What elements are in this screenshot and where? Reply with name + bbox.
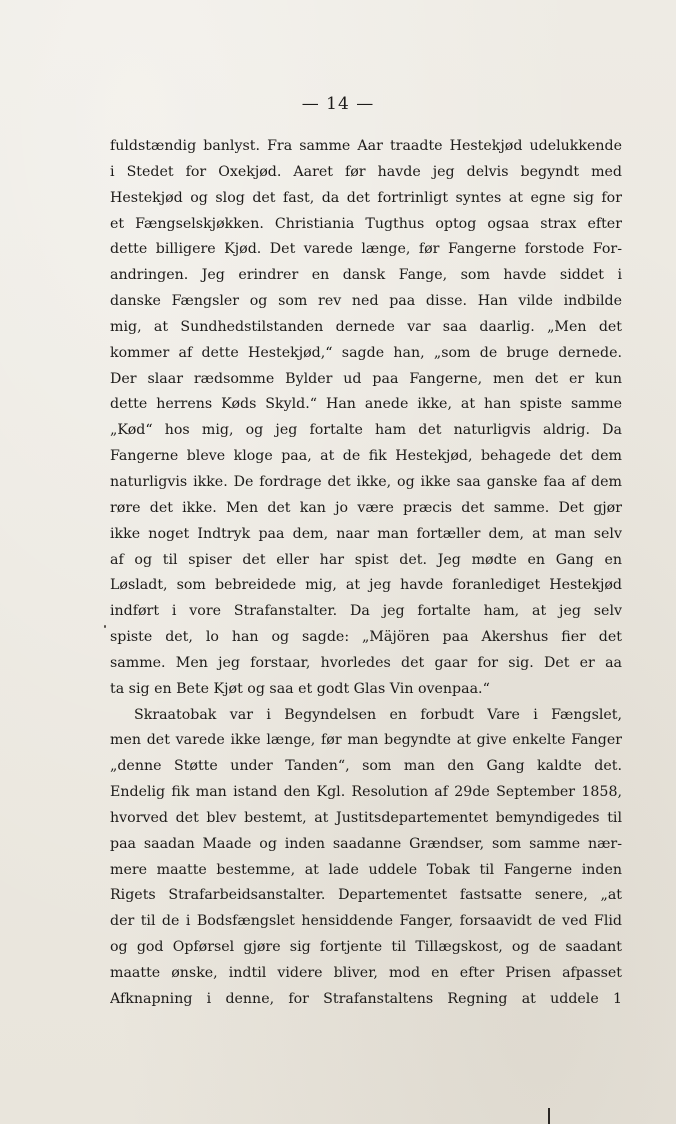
paragraph-end-line: ta sig en Bete Kjøt og saa et godt Glas Vin ovenpaa.“ bbox=[110, 680, 490, 697]
scan-speck bbox=[104, 625, 106, 628]
text-line: danske Fængsler og som rev ned paa disse. Han vilde indbilde bbox=[110, 293, 622, 310]
page-number: — 14 — bbox=[301, 94, 375, 114]
text-line: spiste det, lo han og sagde: „Mäjören paa Akershus fier det bbox=[110, 629, 622, 646]
text-line: hvorved det blev bestemt, at Justitsdepartementet bemyndigedes til bbox=[110, 809, 622, 826]
text-line: kommer af dette Hestekjød,“ sagde han, „som de bruge dernede. bbox=[110, 344, 622, 361]
text-line: paa saadan Maade og inden saadanne Grændser, som samme nær- bbox=[110, 835, 622, 852]
text-line: Rigets Strafarbeidsanstalter. Departementet fastsatte senere, „at bbox=[110, 887, 622, 904]
text-line: Der slaar rædsomme Bylder ud paa Fangerne, men det er kun bbox=[110, 370, 622, 387]
text-line: dette billigere Kjød. Det varede længe, før Fangerne forstode For- bbox=[110, 241, 622, 258]
text-line: et Fængselskjøkken. Christiania Tugthus optog ogsaa strax efter bbox=[110, 215, 622, 232]
text-line: mere maatte bestemme, at lade uddele Tobak til Fangerne inden bbox=[110, 861, 622, 878]
text-line: i Stedet for Oxekjød. Aaret før havde jeg delvis begyndt med bbox=[110, 163, 622, 180]
text-line: indført i vore Strafanstalter. Da jeg fortalte ham, at jeg selv bbox=[110, 603, 622, 620]
text-line: Fangerne bleve kloge paa, at de fik Hestekjød, behagede det dem bbox=[110, 448, 622, 465]
paragraph-start-line: Skraatobak var i Begyndelsen en forbudt Vare i Fængslet, bbox=[134, 706, 622, 723]
text-line: dette herrens Køds Skyld.“ Han anede ikke, at han spiste samme bbox=[110, 396, 622, 413]
text-line: „Kød“ hos mig, og jeg fortalte ham det naturligvis aldrig. Da bbox=[110, 422, 622, 439]
text-line: andringen. Jeg erindrer en dansk Fange, som havde siddet i bbox=[110, 267, 622, 284]
text-line: og god Opførsel gjøre sig fortjente til Tillægskost, og de saadant bbox=[110, 939, 622, 956]
text-line: Hestekjød og slog det fast, da det fortrinligt syntes at egne sig for bbox=[110, 189, 622, 206]
text-line: fuldstændig banlyst. Fra samme Aar traadte Hestekjød udelukkende bbox=[110, 138, 622, 154]
text-line: naturligvis ikke. De fordrage det ikke, og ikke saa ganske faa af dem bbox=[110, 473, 622, 490]
text-line: Endelig fik man istand den Kgl. Resolution af 29de September 1858, bbox=[110, 784, 622, 801]
text-line: Løsladt, som bebreidede mig, at jeg havde foranlediget Hestekjød bbox=[110, 577, 622, 594]
text-line: men det varede ikke længe, før man begyndte at give enkelte Fanger bbox=[110, 732, 622, 749]
text-line: ikke noget Indtryk paa dem, naar man fortæller dem, at man selv bbox=[110, 525, 622, 542]
text-line: der til de i Bodsfængslet hensiddende Fanger, forsaavidt de ved Flid bbox=[110, 913, 622, 930]
text-line: af og til spiser det eller har spist det. Jeg mødte en Gang en bbox=[110, 551, 622, 568]
text-line: maatte ønske, indtil videre bliver, mod en efter Prisen afpasset bbox=[110, 965, 622, 981]
text-line: mig, at Sundhedstilstanden dernede var saa daarlig. „Men det bbox=[110, 318, 622, 335]
text-line: Afknapning i denne, for Strafanstaltens Regning at uddele 1 bbox=[110, 990, 622, 1007]
text-line: „denne Støtte under Tanden“, som man den Gang kaldte det. bbox=[110, 758, 622, 775]
body-text bbox=[110, 134, 622, 1013]
text-line: samme. Men jeg forstaar, hvorledes det gaar for sig. Det er aa bbox=[110, 654, 622, 671]
scan-edge-mark bbox=[548, 1108, 550, 1124]
text-line: røre det ikke. Men det kan jo være præcis det samme. Det gjør bbox=[110, 499, 622, 516]
